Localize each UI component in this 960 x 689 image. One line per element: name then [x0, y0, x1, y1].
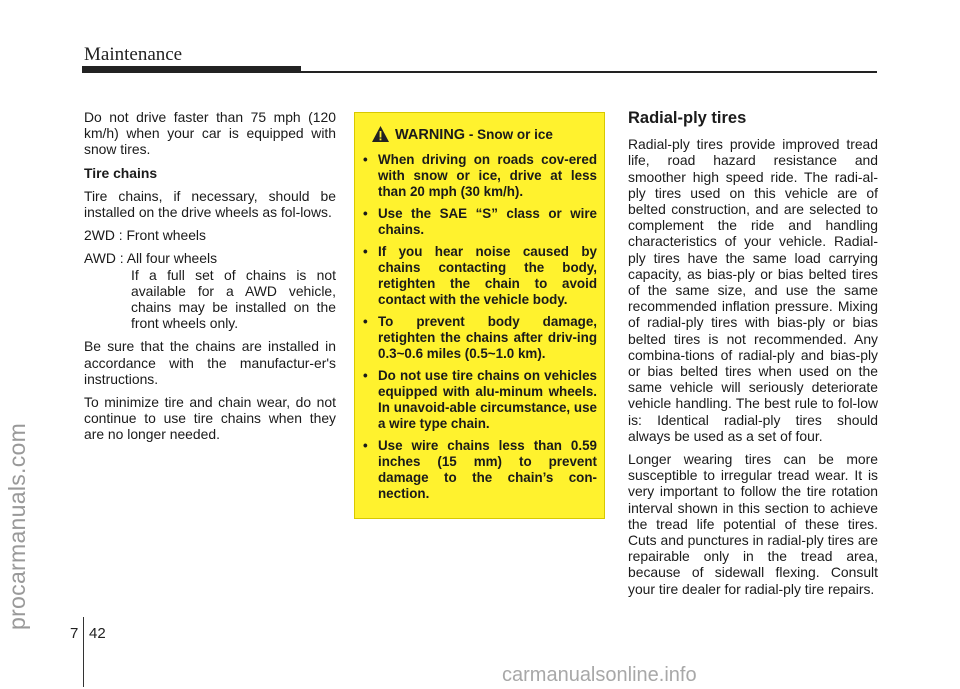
- header-rule: [301, 71, 877, 73]
- bullet: •: [363, 438, 368, 453]
- speed-paragraph: Do not drive faster than 75 mph (120 km/h) when your car is equipped with snow tires.: [84, 109, 336, 158]
- warning-item: [363, 206, 597, 238]
- bullet: •: [363, 152, 368, 167]
- bullet: •: [363, 244, 368, 259]
- section-title: Maintenance: [84, 44, 183, 65]
- warning-item-text: If you hear noise caused by chains contacting the body, retighten the chain to avoid contact with the vehicle body.: [378, 244, 597, 307]
- warning-item: [363, 438, 597, 502]
- warning-item: [363, 314, 597, 362]
- line-awd: AWD : All four wheels: [84, 250, 218, 267]
- watermark-bottom: carmanualsonline.info: [502, 664, 697, 686]
- left-column: [84, 109, 336, 450]
- header-bar: [82, 66, 301, 73]
- chains-install-paragraph: Tire chains, if necessary, should be installed on the drive wheels as fol-lows.: [84, 187, 336, 221]
- bullet: •: [363, 314, 368, 329]
- warning-item-text: Use the SAE “S” class or wire chains.: [378, 206, 597, 237]
- warning-item: [363, 368, 597, 432]
- chapter-number: 7: [70, 625, 79, 642]
- warning-item-text: Do not use tire chains on vehicles equipped with alu-minum wheels. In unavoid-able circumstance, use a wire type chain.: [378, 368, 597, 431]
- warning-item: [363, 244, 597, 308]
- manufacturer-paragraph: Be sure that the chains are installed in accordance with the manufactur-er's instructions.: [84, 338, 336, 387]
- line-2wd: 2WD : Front wheels: [84, 227, 206, 244]
- warning-label: WARNING: [395, 127, 466, 143]
- warning-item-text: To prevent body damage, retighten the chains after driv-ing 0.3~0.6 miles (0.5~1.0 km).: [378, 314, 597, 361]
- warning-item-text: When driving on roads cov-ered with snow or ice, drive at less than 20 mph (30 km/h).: [378, 152, 597, 199]
- warning-title: [395, 127, 553, 143]
- radial-ply-heading: Radial-ply tires: [628, 109, 747, 127]
- radial-paragraph-1: Radial-ply tires provide improved tread life, road hazard resistance and smoother high speed ride. The radi-al-ply tires used on this vehicle are of belted construction, and are selected to complement the ride and handling characteristics of your vehicle. Radial-ply tires have the same load carrying capacity, as bias-ply or bias belted tires of the same size, and use the same recommended inflation pressure. Mixing of radial-ply tires with bias-ply or bias belted tires is not recommended. Any combina-tions of radial-ply and bias-ply or bias belted tires when used on the same vehicle will seriously deteriorate vehicle handling. The best rule to fol-low is: Identical radial-ply tires should always be used as a set of four.: [628, 136, 878, 444]
- radial-paragraph-2: Longer wearing tires can be more susceptible to irregular tread wear. It is very important to follow the tire rotation interval shown in this section to achieve the tread life potential of these tires. Cuts and punctures in radial-ply tires are repairable only in the tread area, because of sidewall flexing. Consult your tire dealer for radial-ply tire repairs.: [628, 451, 878, 597]
- warning-subtitle: - Snow or ice: [465, 127, 553, 142]
- warning-item: [363, 152, 597, 200]
- page-number: 42: [89, 625, 106, 642]
- tire-chains-heading: Tire chains: [84, 164, 158, 181]
- bullet: •: [363, 368, 368, 383]
- bullet: •: [363, 206, 368, 221]
- warning-box: [354, 112, 605, 519]
- warning-list: [363, 152, 597, 508]
- watermark-left: procarmanuals.com: [4, 422, 30, 630]
- warning-triangle-icon: [371, 125, 390, 148]
- awd-note: If a full set of chains is not available for a AWD vehicle, chains may be installed on the front wheels only.: [131, 266, 336, 332]
- warning-item-text: Use wire chains less than 0.59 inches (15 mm) to prevent damage to the chain’s con-nection.: [378, 438, 597, 501]
- wear-paragraph: To minimize tire and chain wear, do not continue to use tire chains when they are no longer needed.: [84, 394, 336, 443]
- right-column: [628, 110, 878, 604]
- footer-divider: [83, 617, 84, 687]
